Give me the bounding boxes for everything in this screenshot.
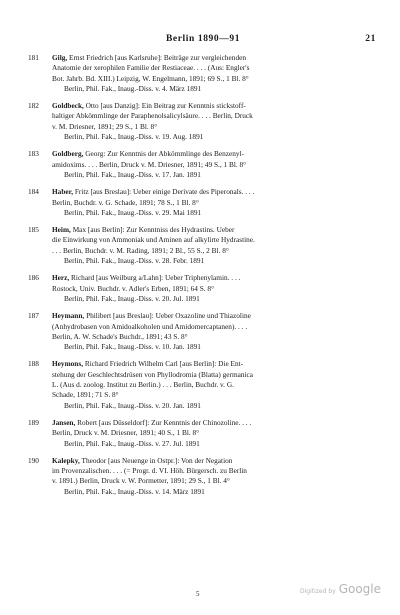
entry-author: Jansen, [52,417,76,427]
entry-line [28,122,380,132]
entry-line [28,235,380,245]
entry-text: im Provenzalischen. . . . (= Progr. d. VI. Höh. Bürgersch. zu Berlin [52,466,247,476]
bibliography-entry [28,225,380,266]
entry-text: Berlin, Druck v. M. Driesner, 1891; 40 S., 1 Bl. 8° [52,428,200,438]
page-number: 21 [365,34,376,44]
entry-line [28,390,380,400]
entry-dissertation-info: Berlin, Phil. Fak., Inaug.-Diss. v. 17. Jan. 1891 [64,169,201,179]
page-title: Berlin 1890—91 [165,34,241,44]
watermark-brand: Google [338,582,382,596]
entry-line [28,359,380,369]
entry-number: 190 [28,455,39,465]
entry-number: 182 [28,101,39,111]
entry-text: die Einwirkung von Ammoniak und Aminen auf alkylirte Hydrastine. [52,235,255,245]
entry-text: Anatomie der xerophilen Familie der Restiaceae. . . . (Aus: Engler's [52,63,250,73]
entry-line [28,418,380,428]
entry-author: Heymons, [52,359,84,369]
google-watermark [300,582,381,596]
entry-line [28,246,380,256]
entry-text: Fritz [aus Breslau]: Ueber einige Derivate des Piperonals. . . . [74,187,255,197]
entry-number: 183 [28,149,39,159]
entry-dissertation-info: Berlin, Phil. Fak., Inaug.-Diss. v. 28. Febr. 1891 [64,256,205,266]
entry-author: Herz, [52,273,70,283]
entry-dissertation-info: Berlin, Phil. Fak., Inaug.-Diss. v. 10. Jan. 1891 [64,342,201,352]
entry-line [28,466,380,476]
entry-text: Richard [aus Weilburg a/Lahn]: Ueber Triphenylamin. . . . [71,273,241,283]
entry-number: 188 [28,359,39,369]
entry-text: Georg: Zur Kenntnis der Abkömmlinge des Benzenyl- [85,149,244,159]
entry-number: 186 [28,273,39,283]
bibliography-entry [28,149,380,180]
entry-text: (Anhydrobasen von Amidoalkoholen und Amidomercaptanen). . . . [52,321,248,331]
entry-text: Bot. Jahrb. Bd. XIII.) Leipzig, W. Engelmann, 1891; 69 S., 1 Bl. 8° [52,73,249,83]
page-header [30,34,376,46]
entry-number: 184 [28,187,39,197]
entry-line [28,198,380,208]
entry-line [28,322,380,332]
entry-dissertation-info: Berlin, Phil. Fak., Inaug.-Diss. v. 20. Jan. 1891 [64,400,201,410]
entry-line [28,284,380,294]
entry-line [28,273,380,283]
entry-line [28,160,380,170]
entry-text: v. 1891.) Berlin, Druck v. W. Pormetter, 1891; 29 S., 1 Bl. 4° [52,476,230,486]
entry-number: 189 [28,417,39,427]
entry-line [28,225,380,235]
bibliography-entry [28,359,380,410]
signature-mark: 5 [196,590,200,598]
entry-line [28,187,380,197]
entry-line [28,370,380,380]
entry-text: Richard Friedrich Wilhelm Carl [aus Berlin]: Die Ent- [84,359,244,369]
entry-author: Heim, [52,225,71,235]
bibliography-entry [28,187,380,218]
bibliography-entry [28,101,380,142]
entry-text: Theodor [aus Neuenge in Ostpr.]: Von der Negation [81,455,233,465]
entry-line [28,428,380,438]
entry-line [28,63,380,73]
entry-text: Berlin, A. W. Schade's Buchdr., 1891; 43 S. 8° [52,331,188,341]
entry-author: Heymann, [52,311,85,321]
entry-number: 187 [28,311,39,321]
entry-author: Gilg, [52,53,68,62]
entry-line [28,311,380,321]
entry-author: Goldberg, [52,149,84,159]
entry-list [28,53,380,504]
entry-text: Robert [aus Düsseldorf]: Zur Kenntnis der Chinozoline. . . . [77,417,252,427]
entry-text: Rostock, Univ. Buchdr. v. Adler's Erben, 1891; 64 S. 8° [52,283,214,293]
entry-line [28,74,380,84]
entry-line [28,111,380,121]
entry-text: Philibert [aus Breslau]: Ueber Oxazoline und Thiazoline [86,311,251,321]
entry-text: stehung der Geschlechtsdrüsen von Phyllodromia (Blatta) germanica [52,369,254,379]
watermark-prefix: Digitized by [300,588,336,595]
entry-dissertation-info: Berlin, Phil. Fak., Inaug.-Diss. v. 20. Jul. 1891 [64,293,200,303]
entry-line [28,149,380,159]
entry-text: Schade, 1891; 71 S. 8° [52,390,119,400]
entry-line [28,476,380,486]
entry-text: Max [aus Berlin]: Zur Kenntniss des Hydrastins. Ueber [72,225,235,235]
bibliography-entry [28,311,380,352]
bibliography-entry [28,53,380,94]
entry-dissertation-info: Berlin, Phil. Fak., Inaug.-Diss. v. 29. Mai 1891 [64,207,202,217]
entry-text: v. M. Driesner, 1891; 29 S., 1 Bl. 8° [52,121,158,131]
entry-dissertation-info: Berlin, Phil. Fak., Inaug.-Diss. v. 4. März 1891 [64,83,202,93]
entry-line [28,380,380,390]
entry-line [28,332,380,342]
entry-line [28,53,380,63]
entry-text: . . . Berlin, Buchdr. v. M. Rading, 1891; 2 Bl., 55 S., 2 Bl. 8° [52,245,229,255]
entry-text: L. (Aus d. zoolog. Institut zu Berlin.) . . . Berlin, Buchdr. v. G. [52,380,234,390]
entry-dissertation-info: Berlin, Phil. Fak., Inaug.-Diss. v. 19. Aug. 1891 [64,132,204,142]
entry-number: 185 [28,225,39,235]
entry-text: Ernst Friedrich [aus Karlsruhe]: Beiträge zur vergleichenden [69,53,246,62]
entry-number: 181 [28,53,39,62]
bibliography-entry [28,456,380,497]
bibliography-entry [28,273,380,304]
entry-line [28,456,380,466]
entry-author: Haber, [52,187,74,197]
entry-dissertation-info: Berlin, Phil. Fak., Inaug.-Diss. v. 14. März 1891 [64,486,205,496]
entry-text: haltiger Abkömmlinge der Paraphenolsalicylsäure. . . . Berlin, Druck [52,111,253,121]
entry-dissertation-info: Berlin, Phil. Fak., Inaug.-Diss. v. 27. Jul. 1891 [64,438,200,448]
entry-text: Berlin, Buchdr. v. G. Schade, 1891; 78 S., 1 Bl. 8° [52,197,199,207]
entry-text: Otto [aus Danzig]: Ein Beitrag zur Kenntnis stickstoff- [85,101,246,111]
entry-text: amidoxims. . . . Berlin, Druck v. M. Driesner, 1891; 49 S., 1 Bl. 8° [52,159,247,169]
entry-author: Goldbeck, [52,101,84,111]
entry-author: Kalepky, [52,455,80,465]
entry-line [28,101,380,111]
bibliography-entry [28,418,380,449]
